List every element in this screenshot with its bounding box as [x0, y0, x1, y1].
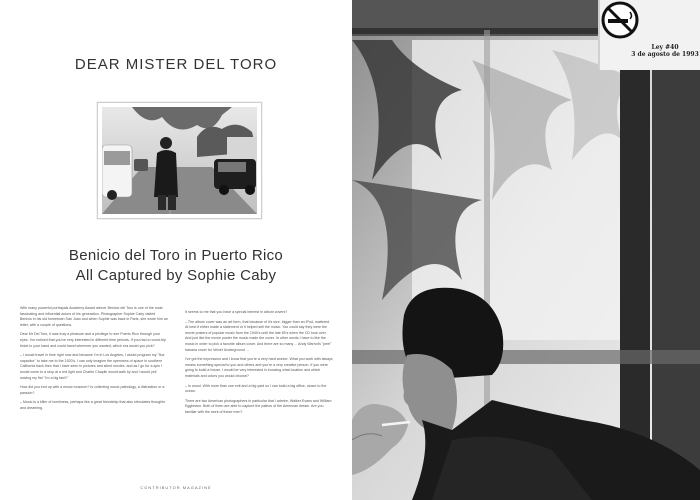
sign-line-2: 3 de agosto de 1993 [631, 51, 699, 58]
paragraph: With many powerful portrayals Academy Award winner Benicio del Toro is one of the most fascinating and influential actors of his generation. Photographer Sophie Caby visited Benicio in his old hometown San Juan and when Sophie was back in Paris, she wrote him an letter, with a couple of questions. [20, 306, 168, 327]
subtitle-line-1: Benicio del Toro in Puerto Rico [68, 247, 284, 264]
article-title: DEAR MISTER DEL TORO [74, 56, 278, 73]
article-subtitle [0, 246, 352, 286]
subtitle-line-2: All Captured by Sophie Caby [75, 267, 277, 284]
paragraph: Dear Mr Del Toro, it was truly a pleasure and a privilege to see Puerto Rico through your eyes. I've noticed that you've very interested in different time periods. If you had a round-trip ticket in your hand and could travel wherever you wanted, which era would you pick? [20, 332, 166, 348]
paragraph: How did you end up with a music museum? Is collecting music pathology, a distraction or a passion? [20, 385, 165, 395]
sign-text [630, 44, 700, 58]
portrait-photo [352, 0, 700, 500]
body-column-2 [185, 310, 333, 420]
paragraph: – The album cover was an art form, that because of it's size, bigger than an iPod, mattered. At best it either made a statement or it helped sell the music. You could say they were the movie posters of popular music from the 1940's until the late 80's when the CD took over. And just like the movie poster the music made the cover. In other words I have to like the music in order to pick a favorite album cover. And there are so many ... Andy Warhol's "peel" banana cover for Velvet Underground ... [185, 319, 332, 352]
paragraph: – I would travel in time right now and because I'm in Los Angeles, I would program my "flux capacitor" to take me to the 1920's. I can only imagine the openness of space in southern California back then that I have seen in pictures and silent movies, and as I go for a spin I would come to a stop at a red light and Charlie Chaplin would walk by and I would yell waving my fist "I'm a big fan!!!" [20, 353, 165, 380]
no-smoking-sign [598, 0, 700, 70]
paragraph: I've got the impression and I know that you're a very hard worker. What you work with always means something special to you and others and you're a very creative person. If you were going to build a house, I would be very interested in knowing what location and which materials and colors you would choose? [185, 357, 333, 378]
body-column-1 [20, 306, 168, 416]
street-photo-image [102, 107, 257, 214]
paragraph: There are two American photographers in particular that I admire, Walker Evans and William Eggleston. Both of them are able to capture the pathos of the American dream. Are you familiar with the work of these men? [185, 398, 332, 414]
paragraph: – In wood. With more than one exit and a big yard so I can build a big office, closer to the ocean. [185, 383, 327, 394]
sign-line-1: Ley #40 [651, 44, 679, 51]
no-smoking-icon [600, 0, 640, 40]
street-photo [97, 102, 262, 219]
right-page-photo [352, 0, 700, 500]
magazine-footer: CONTRIBUTOR MAGAZINE [140, 485, 212, 490]
paragraph: – Music is a killer of loneliness, perhaps like a great friendship that also stimulates thoughts and dreaming. [20, 400, 166, 410]
paragraph: It seems to me that you have a special interest in album covers? [185, 310, 288, 314]
